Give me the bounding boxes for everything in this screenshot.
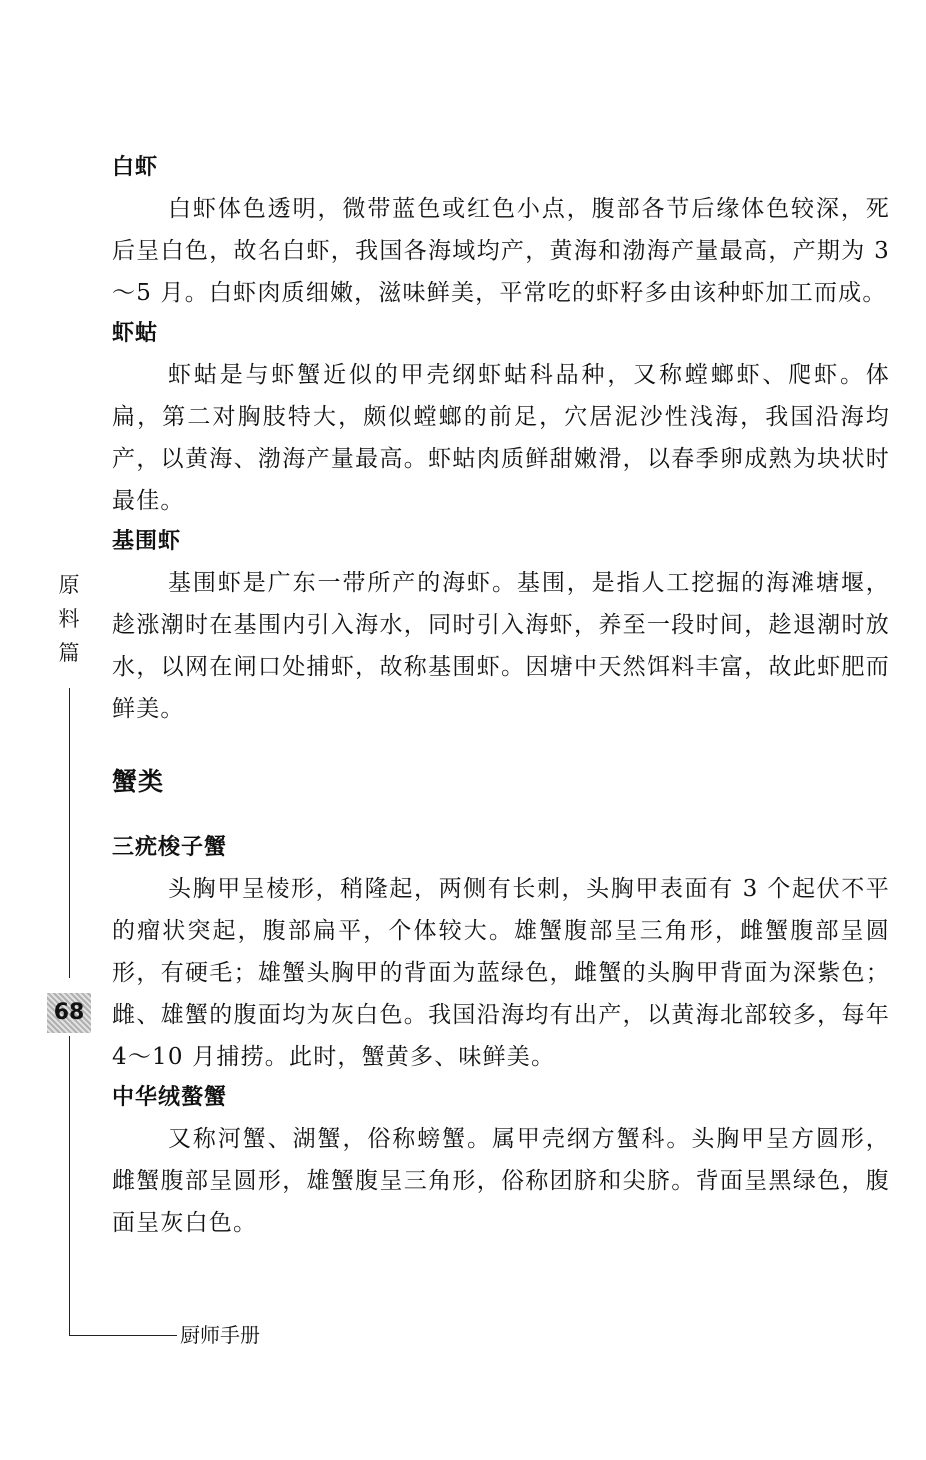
section-title: 蟹类	[112, 767, 165, 796]
entry-heading: 基围虾	[112, 529, 182, 554]
entry	[112, 522, 890, 730]
entry-heading: 中华绒螯蟹	[112, 1085, 228, 1110]
margin-rule	[69, 1036, 70, 1336]
entry-text: 头胸甲呈棱形，稍隆起，两侧有长刺，头胸甲表面有 3 个起伏不平的瘤状突起，腹部扁平，个体较大。雄蟹腹部呈三角形，雌蟹腹部呈圆形，有硬毛；雄蟹头胸甲的背面为蓝绿色，雌蟹的头胸甲背面为深紫色；雌、雄蟹的腹面均为灰白色。我国沿海均有出产，以黄海北部较多，每年 4～10 月捕捞。此时，蟹黄多、味鲜美。	[112, 876, 890, 1070]
entry-text: 白虾体色透明，微带蓝色或红色小点，腹部各节后缘体色较深，死后呈白色，故名白虾，我国各海域均产，黄海和渤海产量最高，产期为 3～5 月。白虾肉质细嫩，滋味鲜美，平常吃的虾籽多由该种虾加工而成。	[112, 196, 890, 306]
chapter-char: 原	[58, 573, 80, 597]
chapter-char: 篇	[58, 641, 80, 665]
book-title: 厨师手册	[180, 1323, 260, 1347]
entry	[112, 314, 890, 522]
entry	[112, 1078, 890, 1244]
entry	[112, 148, 890, 314]
chapter-label	[56, 568, 82, 670]
entry-text: 基围虾是广东一带所产的海虾。基围，是指人工挖掘的海滩塘堰，趁涨潮时在基围内引入海水，同时引入海虾，养至一段时间，趁退潮时放水，以网在闸口处捕虾，故称基围虾。因塘中天然饵料丰富，故此虾肥而鲜美。	[112, 570, 890, 722]
entry-heading: 虾蛄	[112, 321, 159, 346]
chapter-char: 料	[58, 607, 80, 631]
entry-text: 又称河蟹、湖蟹，俗称螃蟹。属甲壳纲方蟹科。头胸甲呈方圆形，雌蟹腹部呈圆形，雄蟹腹呈三角形，俗称团脐和尖脐。背面呈黑绿色，腹面呈灰白色。	[112, 1126, 890, 1236]
entry-text: 虾蛄是与虾蟹近似的甲壳纲虾蛄科品种，又称螳螂虾、爬虾。体扁，第二对胸肢特大，颇似螳螂的前足，穴居泥沙性浅海，我国沿海均产，以黄海、渤海产量最高。虾蛄肉质鲜甜嫩滑，以春季卵成熟为块状时最佳。	[112, 362, 890, 514]
entry-heading: 三疣梭子蟹	[112, 835, 228, 860]
entry	[112, 828, 890, 1078]
page-body	[112, 148, 890, 1244]
entry-heading: 白虾	[112, 155, 159, 180]
footer-rule	[69, 1335, 177, 1336]
margin-rule	[69, 688, 70, 978]
page-number: 68	[47, 993, 91, 1033]
